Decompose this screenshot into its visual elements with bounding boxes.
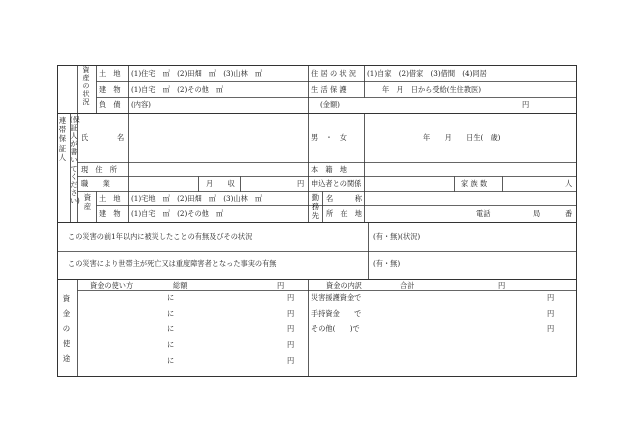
- guarantor-section-label: 連帯保証人: [58, 116, 67, 162]
- guarantor-income-unit: 円: [297, 179, 305, 188]
- guarantor-land-fields: (1)宅地 ㎡ (2)田畑 ㎡ (3)山林 ㎡: [131, 194, 263, 203]
- question-household-head: この災害により世帯主が死亡又は重度障害者となった事実の有無: [68, 259, 277, 268]
- land-label: 土 地: [99, 69, 121, 78]
- usage-row-unit: 円: [287, 356, 295, 365]
- usage-row-ni: に: [167, 309, 175, 318]
- guarantor-birthdate-field: 年 月 日生( 歳): [423, 133, 501, 142]
- guarantor-note: (保証人が書いてください): [70, 116, 80, 205]
- usage-row-unit: 円: [287, 293, 295, 302]
- guarantor-sex-field: 男 ・ 女: [311, 133, 347, 142]
- guarantor-relation-label: 申込者との関係: [311, 179, 362, 188]
- usage-header: 資金の使い方: [90, 281, 134, 290]
- housing-options: (1)自家 (2)借家 (3)借間 (4)同居: [367, 69, 487, 78]
- breakdown-own-fund: 手持資金 で: [311, 309, 362, 318]
- breakdown-unit: 円: [547, 293, 555, 302]
- breakdown-header: 資金の内訳: [326, 281, 362, 290]
- building-label: 建 物: [99, 85, 121, 94]
- answer-household-head: (有・無): [373, 259, 401, 268]
- guarantor-income-label: 月 収: [206, 179, 235, 188]
- work-address-label: 所 在 地: [326, 209, 362, 218]
- usage-row-unit: 円: [287, 309, 295, 318]
- guarantor-family-unit: 人: [565, 179, 573, 188]
- debt-content-field: (内容): [131, 100, 151, 109]
- guarantor-occupation-label: 職 業: [81, 179, 110, 188]
- guarantor-building-fields: (1)自宅 ㎡ (2)その他 ㎡: [131, 209, 224, 218]
- total-header: 合計: [400, 281, 415, 290]
- building-area-fields: (1)自宅 ㎡ (2)その他 ㎡: [131, 85, 224, 94]
- amount-header: 総額: [173, 281, 188, 290]
- assets-section-label: 資産の状況: [82, 66, 90, 107]
- guarantor-workplace-label: 勤務先: [311, 193, 320, 221]
- debt-unit: 円: [522, 100, 530, 109]
- usage-row-unit: 円: [287, 324, 295, 333]
- question-prior-disaster: この災害の前1年以内に被災したことの有無及びその状況: [68, 232, 253, 241]
- amount-header-unit: 円: [277, 281, 285, 290]
- total-header-unit: 円: [498, 281, 506, 290]
- usage-row-ni: に: [167, 324, 175, 333]
- usage-row-ni: に: [167, 293, 175, 302]
- guarantor-asset-label: 資 産: [83, 193, 99, 212]
- welfare-label: 生 活 保 護: [311, 85, 347, 94]
- guarantor-land-label: 土 地: [99, 194, 121, 203]
- phone-office-label: 局: [533, 209, 541, 218]
- welfare-since-field: 年 月 日から受給(生住教医): [382, 85, 482, 94]
- guarantor-family-label: 家 族 数: [461, 179, 488, 188]
- guarantor-address-label: 現 住 所: [81, 165, 117, 174]
- breakdown-unit: 円: [547, 324, 555, 333]
- guarantor-domicile-label: 本 籍 地: [311, 165, 347, 174]
- housing-label: 住 居 の 状 況: [311, 69, 357, 78]
- answer-prior-disaster: (有・無)(状況): [373, 232, 421, 241]
- guarantor-building-label: 建 物: [99, 209, 121, 218]
- debt-label: 負 債: [99, 100, 121, 109]
- guarantor-name-label: 氏 名: [81, 133, 125, 142]
- usage-row-unit: 円: [287, 340, 295, 349]
- phone-label: 電話: [476, 209, 491, 218]
- breakdown-unit: 円: [547, 309, 555, 318]
- work-name-label: 名 称: [326, 194, 362, 203]
- debt-amount-label: (金額): [320, 100, 340, 109]
- land-area-fields: (1)住宅 ㎡ (2)田畑 ㎡ (3)山林 ㎡: [131, 69, 263, 78]
- usage-row-ni: に: [167, 356, 175, 365]
- phone-number-label: 番: [565, 209, 573, 218]
- usage-row-ni: に: [167, 340, 175, 349]
- breakdown-other-fund: その他( )で: [311, 324, 360, 333]
- breakdown-disaster-fund: 災害援護資金で: [311, 293, 362, 302]
- funds-section-label: 資金の使途: [62, 294, 71, 363]
